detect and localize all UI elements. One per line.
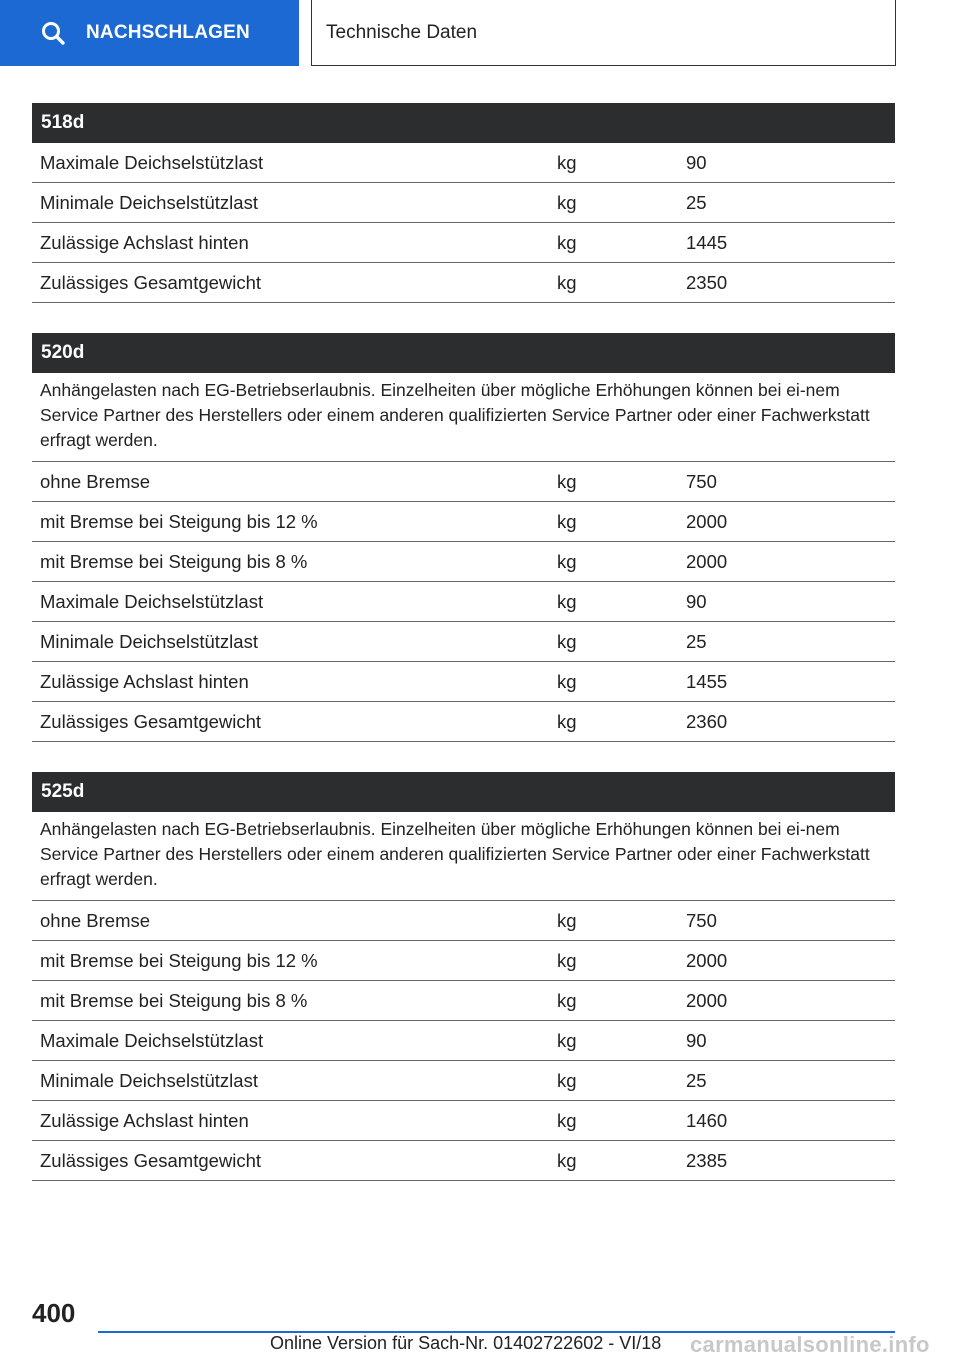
row-value: 750	[686, 470, 717, 492]
row-unit: kg	[557, 510, 577, 532]
row-label: Maximale Deichselstützlast	[40, 151, 264, 173]
table-row	[32, 582, 895, 622]
row-unit: kg	[557, 470, 577, 492]
row-value: 25	[686, 630, 707, 652]
row-label: Zulässiges Gesamtgewicht	[40, 271, 262, 293]
table-row	[32, 183, 895, 223]
row-unit: kg	[557, 151, 577, 173]
row-label: Zulässige Achslast hinten	[40, 231, 249, 253]
row-label: Minimale Deichselstützlast	[40, 191, 258, 213]
table-row	[32, 702, 895, 742]
section-title: Technische Daten	[311, 0, 896, 66]
page-number: 400	[32, 1298, 76, 1328]
spec-block-518d	[32, 103, 895, 303]
row-value: 25	[686, 1069, 707, 1091]
block-note: Anhängelasten nach EG-Betriebserlaubnis. Einzelheiten über mögliche Erhöhungen können bei ei-nem Service Partner des Herstellers oder einem anderen qualifizierten Service Partner oder einer Fachwerkstatt erfragt werden.	[32, 812, 895, 901]
table-row	[32, 1101, 895, 1141]
row-label: ohne Bremse	[40, 470, 151, 492]
row-value: 2000	[686, 989, 728, 1011]
row-value: 90	[686, 1029, 707, 1051]
table-row	[32, 143, 895, 183]
row-unit: kg	[557, 1029, 577, 1051]
table-row	[32, 941, 895, 981]
row-unit: kg	[557, 231, 577, 253]
row-label: mit Bremse bei Steigung bis 8 %	[40, 989, 308, 1011]
row-value: 1445	[686, 231, 728, 253]
row-value: 2000	[686, 949, 728, 971]
row-label: mit Bremse bei Steigung bis 8 %	[40, 550, 308, 572]
row-label: Zulässige Achslast hinten	[40, 1109, 249, 1131]
spec-tables	[32, 103, 895, 1211]
row-label: Maximale Deichselstützlast	[40, 1029, 264, 1051]
row-value: 1460	[686, 1109, 728, 1131]
row-unit: kg	[557, 1109, 577, 1131]
search-icon	[40, 20, 66, 46]
table-row	[32, 223, 895, 263]
row-label: Minimale Deichselstützlast	[40, 630, 258, 652]
table-row	[32, 1021, 895, 1061]
row-value: 2000	[686, 550, 728, 572]
table-row	[32, 981, 895, 1021]
row-value: 25	[686, 191, 707, 213]
row-unit: kg	[557, 1069, 577, 1091]
row-value: 2350	[686, 271, 728, 293]
spec-block-520d	[32, 333, 895, 742]
nachschlagen-tab[interactable]	[0, 0, 299, 66]
row-unit: kg	[557, 630, 577, 652]
block-title: 520d	[32, 333, 895, 373]
row-unit: kg	[557, 590, 577, 612]
row-label: Minimale Deichselstützlast	[40, 1069, 258, 1091]
row-unit: kg	[557, 710, 577, 732]
table-row	[32, 542, 895, 582]
row-label: Zulässiges Gesamtgewicht	[40, 710, 262, 732]
row-label: Zulässiges Gesamtgewicht	[40, 1149, 262, 1171]
table-row	[32, 1061, 895, 1101]
row-label: Maximale Deichselstützlast	[40, 590, 264, 612]
row-value: 1455	[686, 670, 728, 692]
row-unit: kg	[557, 949, 577, 971]
row-value: 2000	[686, 510, 728, 532]
row-value: 2385	[686, 1149, 728, 1171]
block-title: 518d	[32, 103, 895, 143]
row-label: ohne Bremse	[40, 909, 151, 931]
table-row	[32, 502, 895, 542]
table-row	[32, 1141, 895, 1181]
row-unit: kg	[557, 670, 577, 692]
block-title: 525d	[32, 772, 895, 812]
block-note: Anhängelasten nach EG-Betriebserlaubnis. Einzelheiten über mögliche Erhöhungen können bei ei-nem Service Partner des Herstellers oder einem anderen qualifizierten Service Partner oder einer Fachwerkstatt erfragt werden.	[32, 373, 895, 462]
page-header	[0, 0, 960, 66]
row-unit: kg	[557, 989, 577, 1011]
spec-block-525d	[32, 772, 895, 1181]
row-unit: kg	[557, 1149, 577, 1171]
row-value: 90	[686, 590, 707, 612]
row-unit: kg	[557, 271, 577, 293]
table-row	[32, 263, 895, 303]
row-value: 90	[686, 151, 707, 173]
row-unit: kg	[557, 191, 577, 213]
table-row	[32, 662, 895, 702]
row-value: 2360	[686, 710, 728, 732]
row-label: Zulässige Achslast hinten	[40, 670, 249, 692]
table-row	[32, 462, 895, 502]
row-value: 750	[686, 909, 717, 931]
row-unit: kg	[557, 550, 577, 572]
row-label: mit Bremse bei Steigung bis 12 %	[40, 510, 318, 532]
row-label: mit Bremse bei Steigung bis 12 %	[40, 949, 318, 971]
table-row	[32, 901, 895, 941]
nav-tab-label: NACHSCHLAGEN	[86, 22, 250, 43]
online-version-text: Online Version für Sach-Nr. 01402722602 - VI/18	[270, 1333, 662, 1353]
row-unit: kg	[557, 909, 577, 931]
table-row	[32, 622, 895, 662]
watermark: carmanualsonline.info	[690, 1332, 930, 1357]
